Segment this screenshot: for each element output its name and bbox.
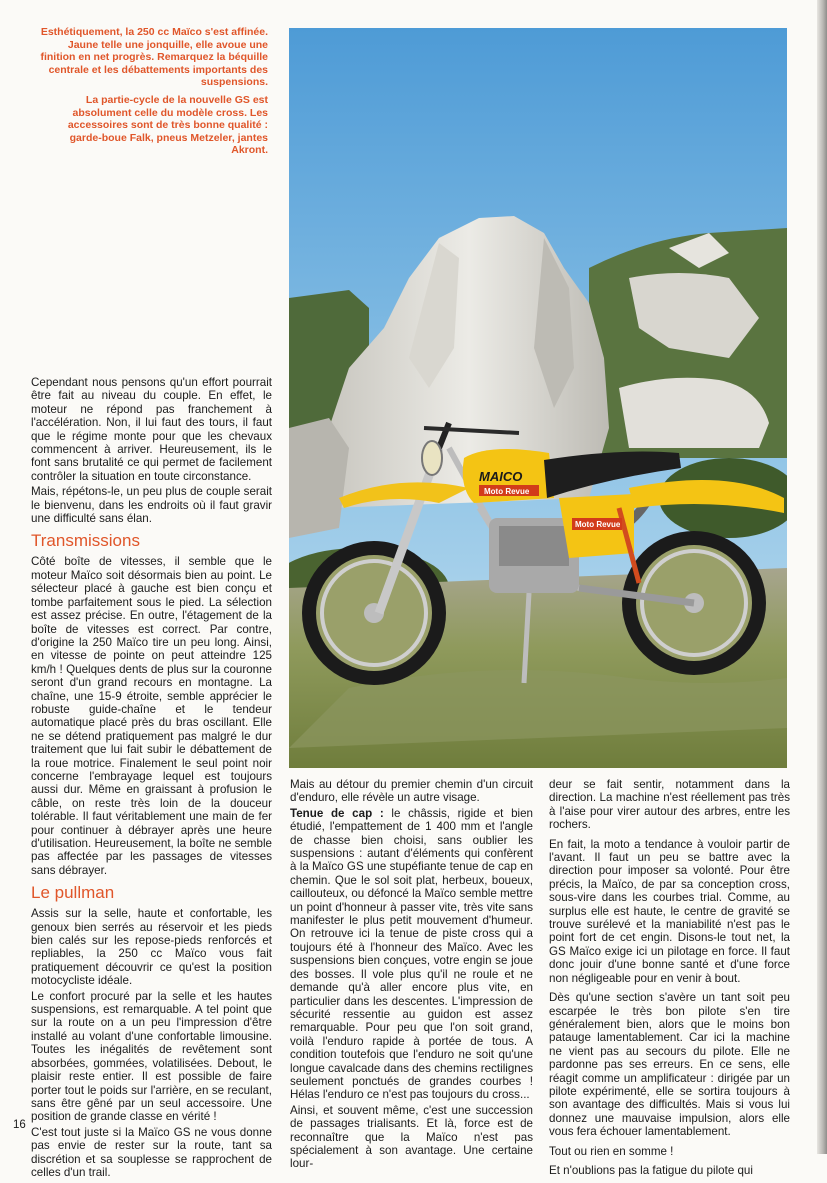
tenue-de-cap-label: Tenue de cap : — [290, 806, 384, 820]
column-3-paragraph-2: En fait, la moto a tendance à vouloir partir de l'avant. Il faut un peu se battre avec la direction pour imposer sa volonté. Pour être précis, la Maïco, de par sa conception cross, sous-vire dans les courbes trial. Comme, au surplus elle est haute, le centre de gravité se trouve surélevé et la maniabilité n'est pas le point fort de cet engin. Disons-le tout net, la GS Maïco exige ici un pilotage en force. Il faut donc jouir d'une bonne santé et d'une force non négligeable pour en venir à bout. — [549, 837, 790, 985]
page-edge-shadow — [817, 0, 827, 1154]
pullman-paragraph-1: Assis sur la selle, haute et confortable, les genoux bien serrés au réservoir et les pieds bien calés sur les repose-pieds renforcés et repliables, la 250 cc Maïco vous fait pratiquement découvrir ce qu'est la position motocycliste idéale. — [31, 907, 272, 988]
column-2-paragraph-3: Ainsi, et souvent même, c'est une succession de passages trialisants. Et là, force est de reconnaître que la Maïco n'est pas spécialement à son avantage. Une certaine lour- — [290, 1103, 533, 1171]
tank-brand-label: MAICO — [479, 469, 523, 484]
column-3 — [549, 778, 790, 1183]
page-number: 16 — [13, 1119, 26, 1131]
column-3-paragraph-4: Tout ou rien en somme ! — [549, 1144, 674, 1158]
photo-caption-1: Esthétiquement, la 250 cc Maïco s'est affinée. Jaune telle une jonquille, elle avoue une finition en net progrès. Remarquez la béquille centrale et les débattements importants des suspensions. — [40, 26, 268, 89]
pullman-paragraph-3: C'est tout juste si la Maïco GS ne vous donne pas envie de rester sur la route, tant sa discrétion et sa souplesse se rapprochent de celles d'un trail. — [31, 1125, 272, 1179]
column-3-paragraph-5: Et n'oublions pas la fatigue du pilote qui — [549, 1163, 753, 1177]
column-1 — [31, 376, 272, 1181]
intro-paragraph-2: Mais, répétons-le, un peu plus de couple serait le bienvenu, dans les endroits où il faut gravir une difficulté sans élan. — [31, 485, 272, 526]
heading-transmissions: Transmissions — [31, 531, 140, 551]
side-plate-sticker-label: Moto Revue — [575, 520, 621, 529]
intro-paragraph-1: Cependant nous pensons qu'un effort pourrait être fait au niveau du couple. En effet, le moteur ne répond pas franchement à l'accélération. Non, il lui faut des tours, il faut que le régime monte pour que les chevaux commencent à arriver. Heureusement, ils le font sans brutalité ce qui permet de facilement contrôler la situation en toute circonstance. — [31, 376, 272, 483]
column-3-paragraph-1: deur se fait sentir, notamment dans la direction. La machine n'est réellement pas très à l'aise pour virer autour des arbres, entre les rochers. — [549, 778, 790, 832]
heading-pullman: Le pullman — [31, 883, 115, 903]
tenue-de-cap-text: le châssis, rigide et bien étudié, l'empattement de 1 400 mm et l'angle de chasse bien choisi, sans oublier les suspensions : autant d'éléments qui confèrent à la Maïco GS une stupéfiante tenue de cap en chemin. Que le sol soit plat, herbeux, boueux, caillouteux, ou défoncé la Maïco semble mettre un point d'honneur à passer vite, très vite sans manifester le plus petit mouvement d'humeur. On retrouve ici la tenue de piste cross qui a toujours été à l'honneur des Maïco. Avec les suspensions bien conçues, votre engin se joue des bosses. Il vole plus qu'il ne roule et ne demande qu'à aller encore plus vite, en particulier dans les descentes. L'impression de sécurité ressentie au guidon est assez remarquable. Pour peu que l'on soit grand, voilà l'enduro rapide à portée de tous. A condition toutefois que l'enduro ne soit qu'une longue cavalcade dans des chemins rectilignes seulement ponctués de grandes courbes ! Hélas l'enduro ce n'est pas toujours du cross... — [290, 806, 533, 1102]
tenue-de-cap-paragraph — [290, 807, 533, 1102]
motorcycle-photo — [289, 28, 787, 768]
pullman-paragraph-2: Le confort procuré par la selle et les hautes suspensions, est remarquable. A tel point que sur la route on a un peu l'impression d'être installé au volant d'une confortable limousine. Toutes les inégalités de revêtement sont absorbées, gommées, volatilisées. Debout, le plaisir reste entier. Il est possible de faire porter tout le poids sur l'arrière, en se reculant, sans être gêné par un seul accessoire. Une position de grande classe en vérité ! — [31, 989, 272, 1124]
tank-sticker-label: Moto Revue — [484, 487, 530, 496]
column-2-paragraph-1: Mais au détour du premier chemin d'un circuit d'enduro, elle révèle un autre visage. — [290, 778, 533, 805]
column-3-paragraph-3: Dès qu'une section s'avère un tant soit peu escarpée le très bon pilote s'en tire généralement bien, alors que le moins bon patauge lamentablement. Car ici la machine ne vient pas au secours du pilote. Elle ne pardonne pas ses erreurs. En ce sens, elle réagit comme un amplificateur : dirigée par un pilote expérimenté, elle se sortira toujours à son avantage des difficultés. Mais si vous lui donnez une mauvaise impulsion, alors elle vous fera échouer lamentablement. — [549, 991, 790, 1139]
column-2 — [290, 778, 533, 1173]
photo-caption-2: La partie-cycle de la nouvelle GS est absolument celle du modèle cross. Les accessoires sont de très bonne qualité : garde-boue Falk, pneus Metzeler, jantes Akront. — [67, 94, 268, 157]
transmissions-paragraph: Côté boîte de vitesses, il semble que le moteur Maïco soit désormais bien au point. Le sélecteur placé à gauche est bien conçu et tombe parfaitement sous le pied. La sélection est assez précise. En outre, l'étagement de la boîte de vitesses est correct. Par contre, d'origine la 250 Maïco tire un peu long. Ainsi, en vitesse de pointe on peut atteindre 125 km/h ! Quelques dents de plus sur la couronne seront d'un grand recours en montagne. La chaîne, une 15-9 étroite, semble apprécier le robuste guide-chaîne et le tendeur automatique placé près du bras oscillant. Elle ne se détend pratiquement pas malgré le dur traitement que lui fait subir le débattement de la roue motrice. Finalement le seul point noir concerne l'embrayage lequel est toujours aussi dur. Même en graissant à profusion le câble, on reste très loin de la douceur tolérable. Il faut véritablement une main de fer pour continuer à débrayer après une heure d'utilisation. Heureusement, la boîte ne semble pas affectée par les passages de vitesses sans débrayer. — [31, 555, 272, 877]
